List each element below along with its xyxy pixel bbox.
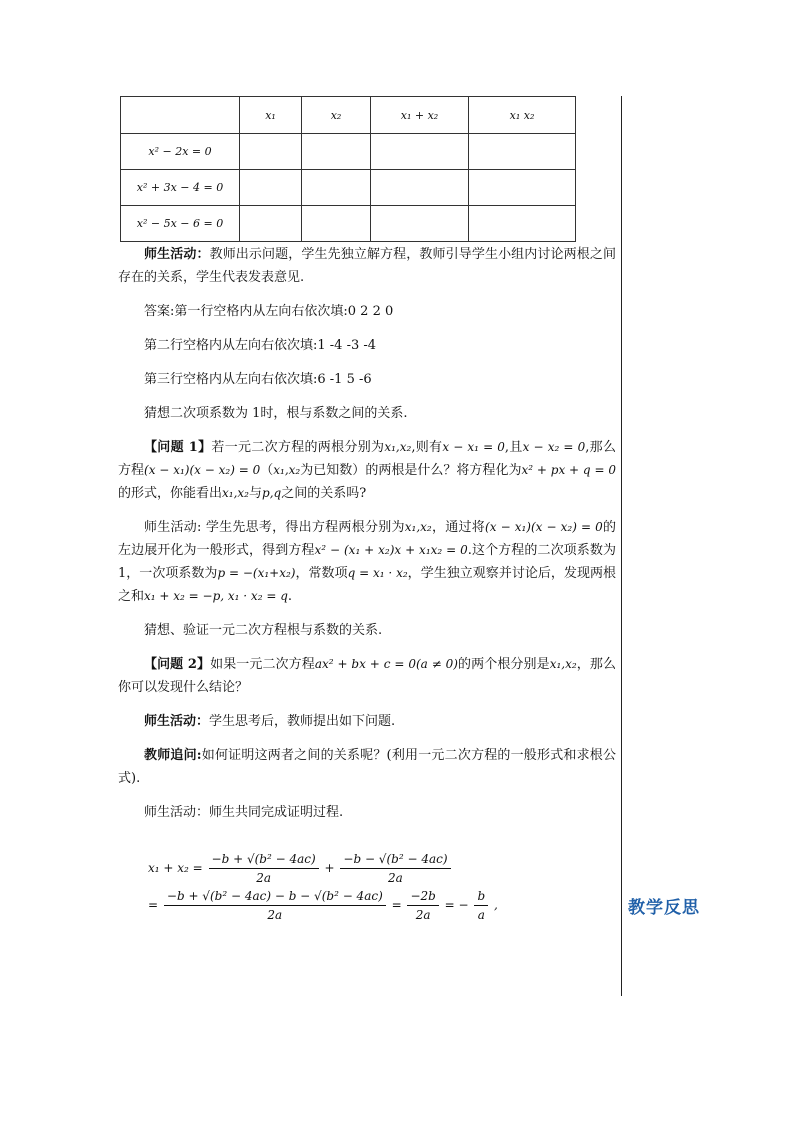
- teacher-question-label: 教师追问:: [144, 748, 202, 763]
- paragraph-answer: 答案:第一行空格内从左向右依次填:0 2 2 0: [144, 304, 394, 319]
- formula-lhs: x₁ + x₂ =: [148, 861, 203, 875]
- paragraph-question-2: [118, 653, 616, 699]
- text: 与: [249, 486, 263, 501]
- text: ，通过将: [431, 520, 486, 535]
- math: x₁ + x₂ = −p, x₁ · x₂ = q: [144, 589, 288, 603]
- text: .: [287, 589, 293, 604]
- math: q = x₁ · x₂: [347, 566, 408, 580]
- punctuation: ,: [493, 898, 498, 912]
- table-row: [121, 170, 576, 206]
- roots-table: [120, 96, 576, 242]
- question-2-label: 【问题 2】: [144, 657, 211, 672]
- table-row: [121, 206, 576, 242]
- text: ，常数项: [295, 566, 348, 581]
- paragraph-activity-3: [118, 710, 616, 733]
- math: p = −(x₁+x₂): [217, 566, 296, 580]
- paragraph-text: 教师出示问题，学生先独立解方程，教师引导学生小组内讨论两根之间存在的关系，学生代表发表意见.: [118, 247, 616, 285]
- paragraph-row-3: 第三行空格内从左向右依次填:6 -1 5 -6: [144, 372, 372, 387]
- math: (x − x₁)(x − x₂) = 0: [485, 520, 603, 534]
- math: x₁,x₂: [404, 520, 432, 534]
- math: x₁,x₂: [222, 486, 249, 500]
- math: x − x₁ = 0: [442, 440, 505, 454]
- text: 若一元二次方程的两根分别为: [211, 440, 385, 455]
- fraction: [474, 887, 488, 924]
- numerator: −b + √(b² − 4ac): [209, 850, 319, 869]
- math: x − x₂ = 0: [522, 440, 586, 454]
- table-cell: [302, 170, 371, 206]
- operator: +: [324, 861, 335, 875]
- denominator: a: [477, 908, 485, 922]
- math: (x − x₁)(x − x₂) = 0: [144, 463, 261, 477]
- math: x² + px + q = 0: [521, 463, 616, 477]
- text: ，学生独立观察并讨论后，发现两根之和: [118, 566, 616, 604]
- operator: =: [148, 898, 159, 912]
- denominator: 2a: [415, 908, 431, 922]
- math: ax² + bx + c = 0(a ≠ 0): [314, 657, 458, 671]
- numerator: −b + √(b² − 4ac) − b − √(b² − 4ac): [164, 887, 386, 906]
- table-cell: [469, 206, 576, 242]
- math: x² − (x₁ + x₂)x + x₁x₂ = 0: [314, 543, 468, 557]
- table-row: [121, 134, 576, 170]
- teaching-reflection-label: 教学反思: [628, 898, 700, 918]
- paragraph-teacher-question: [118, 744, 616, 790]
- text: .这个方程的二次项系数为 1，一次项系数为: [118, 543, 616, 581]
- table-cell: [469, 134, 576, 170]
- paragraph-activity-4: 师生活动：师生共同完成证明过程.: [144, 805, 344, 820]
- operator: =: [391, 898, 402, 912]
- table-header-cell: x₁ + x₂: [371, 97, 469, 134]
- table-cell: [371, 134, 469, 170]
- numerator: −b − √(b² − 4ac): [340, 850, 450, 869]
- proof-formula: [148, 850, 498, 924]
- text: 如何证明这两者之间的关系呢？(利用一元二次方程的一般形式和求根公式).: [118, 748, 616, 786]
- text: 学生思考后，教师提出如下问题.: [209, 714, 396, 729]
- denominator: 2a: [256, 871, 271, 885]
- fraction: [407, 887, 438, 924]
- table-cell: [371, 170, 469, 206]
- math: x₁,x₂: [549, 657, 577, 671]
- denominator: 2a: [388, 871, 403, 885]
- operator: = −: [444, 898, 469, 912]
- formula-line-1: [148, 850, 498, 887]
- table-header-cell: x₂: [302, 97, 371, 134]
- text: （: [260, 463, 274, 478]
- paragraph-question-1: [118, 436, 616, 505]
- paragraph-activity-1: [118, 243, 616, 289]
- math: p,q: [262, 486, 282, 500]
- paragraph-guess-2: 猜想、验证一元二次方程根与系数的关系.: [144, 623, 383, 638]
- text: 的两个根分别是: [457, 657, 550, 672]
- right-column-divider: [621, 96, 622, 996]
- denominator: 2a: [267, 908, 283, 922]
- fraction: [340, 850, 450, 887]
- paragraph-activity-2: [118, 516, 616, 608]
- table-cell: [469, 170, 576, 206]
- table-cell: [302, 206, 371, 242]
- text: ,则有: [411, 440, 443, 455]
- lesson-content: [118, 243, 616, 835]
- table-cell: x² − 5x − 6 = 0: [121, 206, 240, 242]
- text: ,且: [504, 440, 523, 455]
- text: 如果一元二次方程: [210, 657, 315, 672]
- numerator: b: [474, 887, 488, 906]
- table-cell: [371, 206, 469, 242]
- table-cell: [240, 206, 302, 242]
- activity-label: 师生活动：: [144, 714, 210, 729]
- table-cell: [302, 134, 371, 170]
- math: x₁,x₂: [384, 440, 412, 454]
- table-cell: [240, 134, 302, 170]
- math: x₁,x₂: [273, 463, 301, 477]
- text: 师生活动: 学生先思考，得出方程两根分别为: [144, 520, 405, 535]
- text: 为已知数）的两根是什么？将方程化为: [300, 463, 522, 478]
- table-cell: [240, 170, 302, 206]
- text: 之间的关系吗?: [281, 486, 367, 501]
- table-header-cell: x₁ x₂: [469, 97, 576, 134]
- table-cell: x² − 2x = 0: [121, 134, 240, 170]
- text: ，那么你可以发现什么结论？: [118, 657, 616, 695]
- paragraph-row-2: 第二行空格内从左向右依次填:1 -4 -3 -4: [144, 338, 377, 353]
- numerator: −2b: [407, 887, 438, 906]
- fraction: [209, 850, 319, 887]
- table-header-row: [121, 97, 576, 134]
- table-header-cell: x₁: [240, 97, 302, 134]
- fraction: [164, 887, 386, 924]
- paragraph-guess-1: 猜想二次项系数为 1时，根与系数之间的关系.: [144, 406, 408, 421]
- activity-label: 师生活动：: [144, 247, 210, 262]
- formula-line-2: [148, 887, 498, 924]
- question-1-label: 【问题 1】: [144, 440, 212, 455]
- table-cell: x² + 3x − 4 = 0: [121, 170, 240, 206]
- text: 的形式，你能看出: [118, 486, 223, 501]
- table-header-cell: [121, 97, 240, 134]
- text: 的左边展开化为一般形式，得到方程: [118, 520, 616, 558]
- text: ,那么方程: [118, 440, 616, 478]
